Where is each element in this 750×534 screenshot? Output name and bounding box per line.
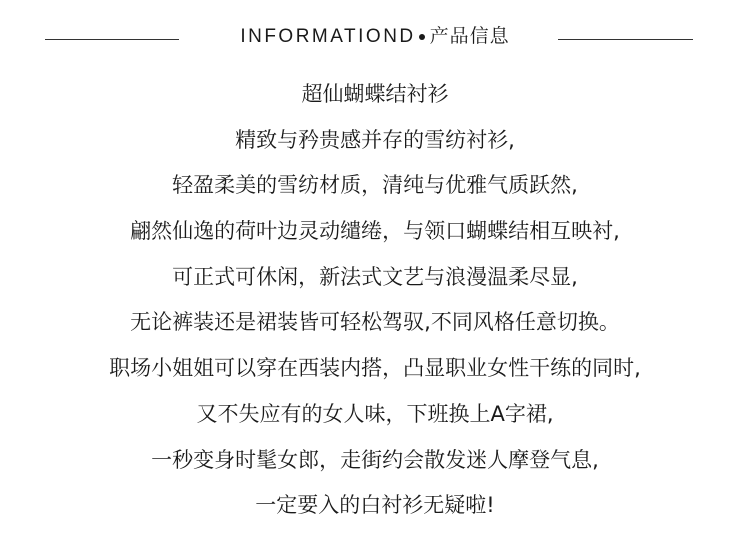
section-title-cn: 产品信息 [429,25,510,47]
description-line: 精致与矜贵感并存的雪纺衬衫, [235,127,515,152]
section-title-latin: INFORMATIOND [240,26,416,47]
description-line: 一定要入的白衬衫无疑啦! [255,493,495,518]
section-header [0,20,750,52]
description-line: 又不失应有的女人味，下班换上A字裙, [196,401,554,426]
description-line: 轻盈柔美的雪纺材质，清纯与优雅气质跃然, [172,173,578,198]
header-rule-right [558,39,693,40]
description-line: 无论裤装还是裙装皆可轻松驾驭,不同风格任意切换。 [130,310,620,335]
section-title [0,20,750,53]
product-description [0,72,750,529]
description-line: 可正式可休闲，新法式文艺与浪漫温柔尽显, [172,264,578,289]
bullet-dot-icon [419,34,425,40]
description-line: 翩然仙逸的荷叶边灵动缱绻，与领口蝴蝶结相互映衬, [130,219,620,244]
description-line: 职场小姐姐可以穿在西装内搭，凸显职业女性干练的同时, [109,356,641,381]
description-line: 一秒变身时髦女郎，走街约会散发迷人摩登气息, [151,447,599,472]
description-line-title: 超仙蝴蝶结衬衫 [301,82,449,106]
